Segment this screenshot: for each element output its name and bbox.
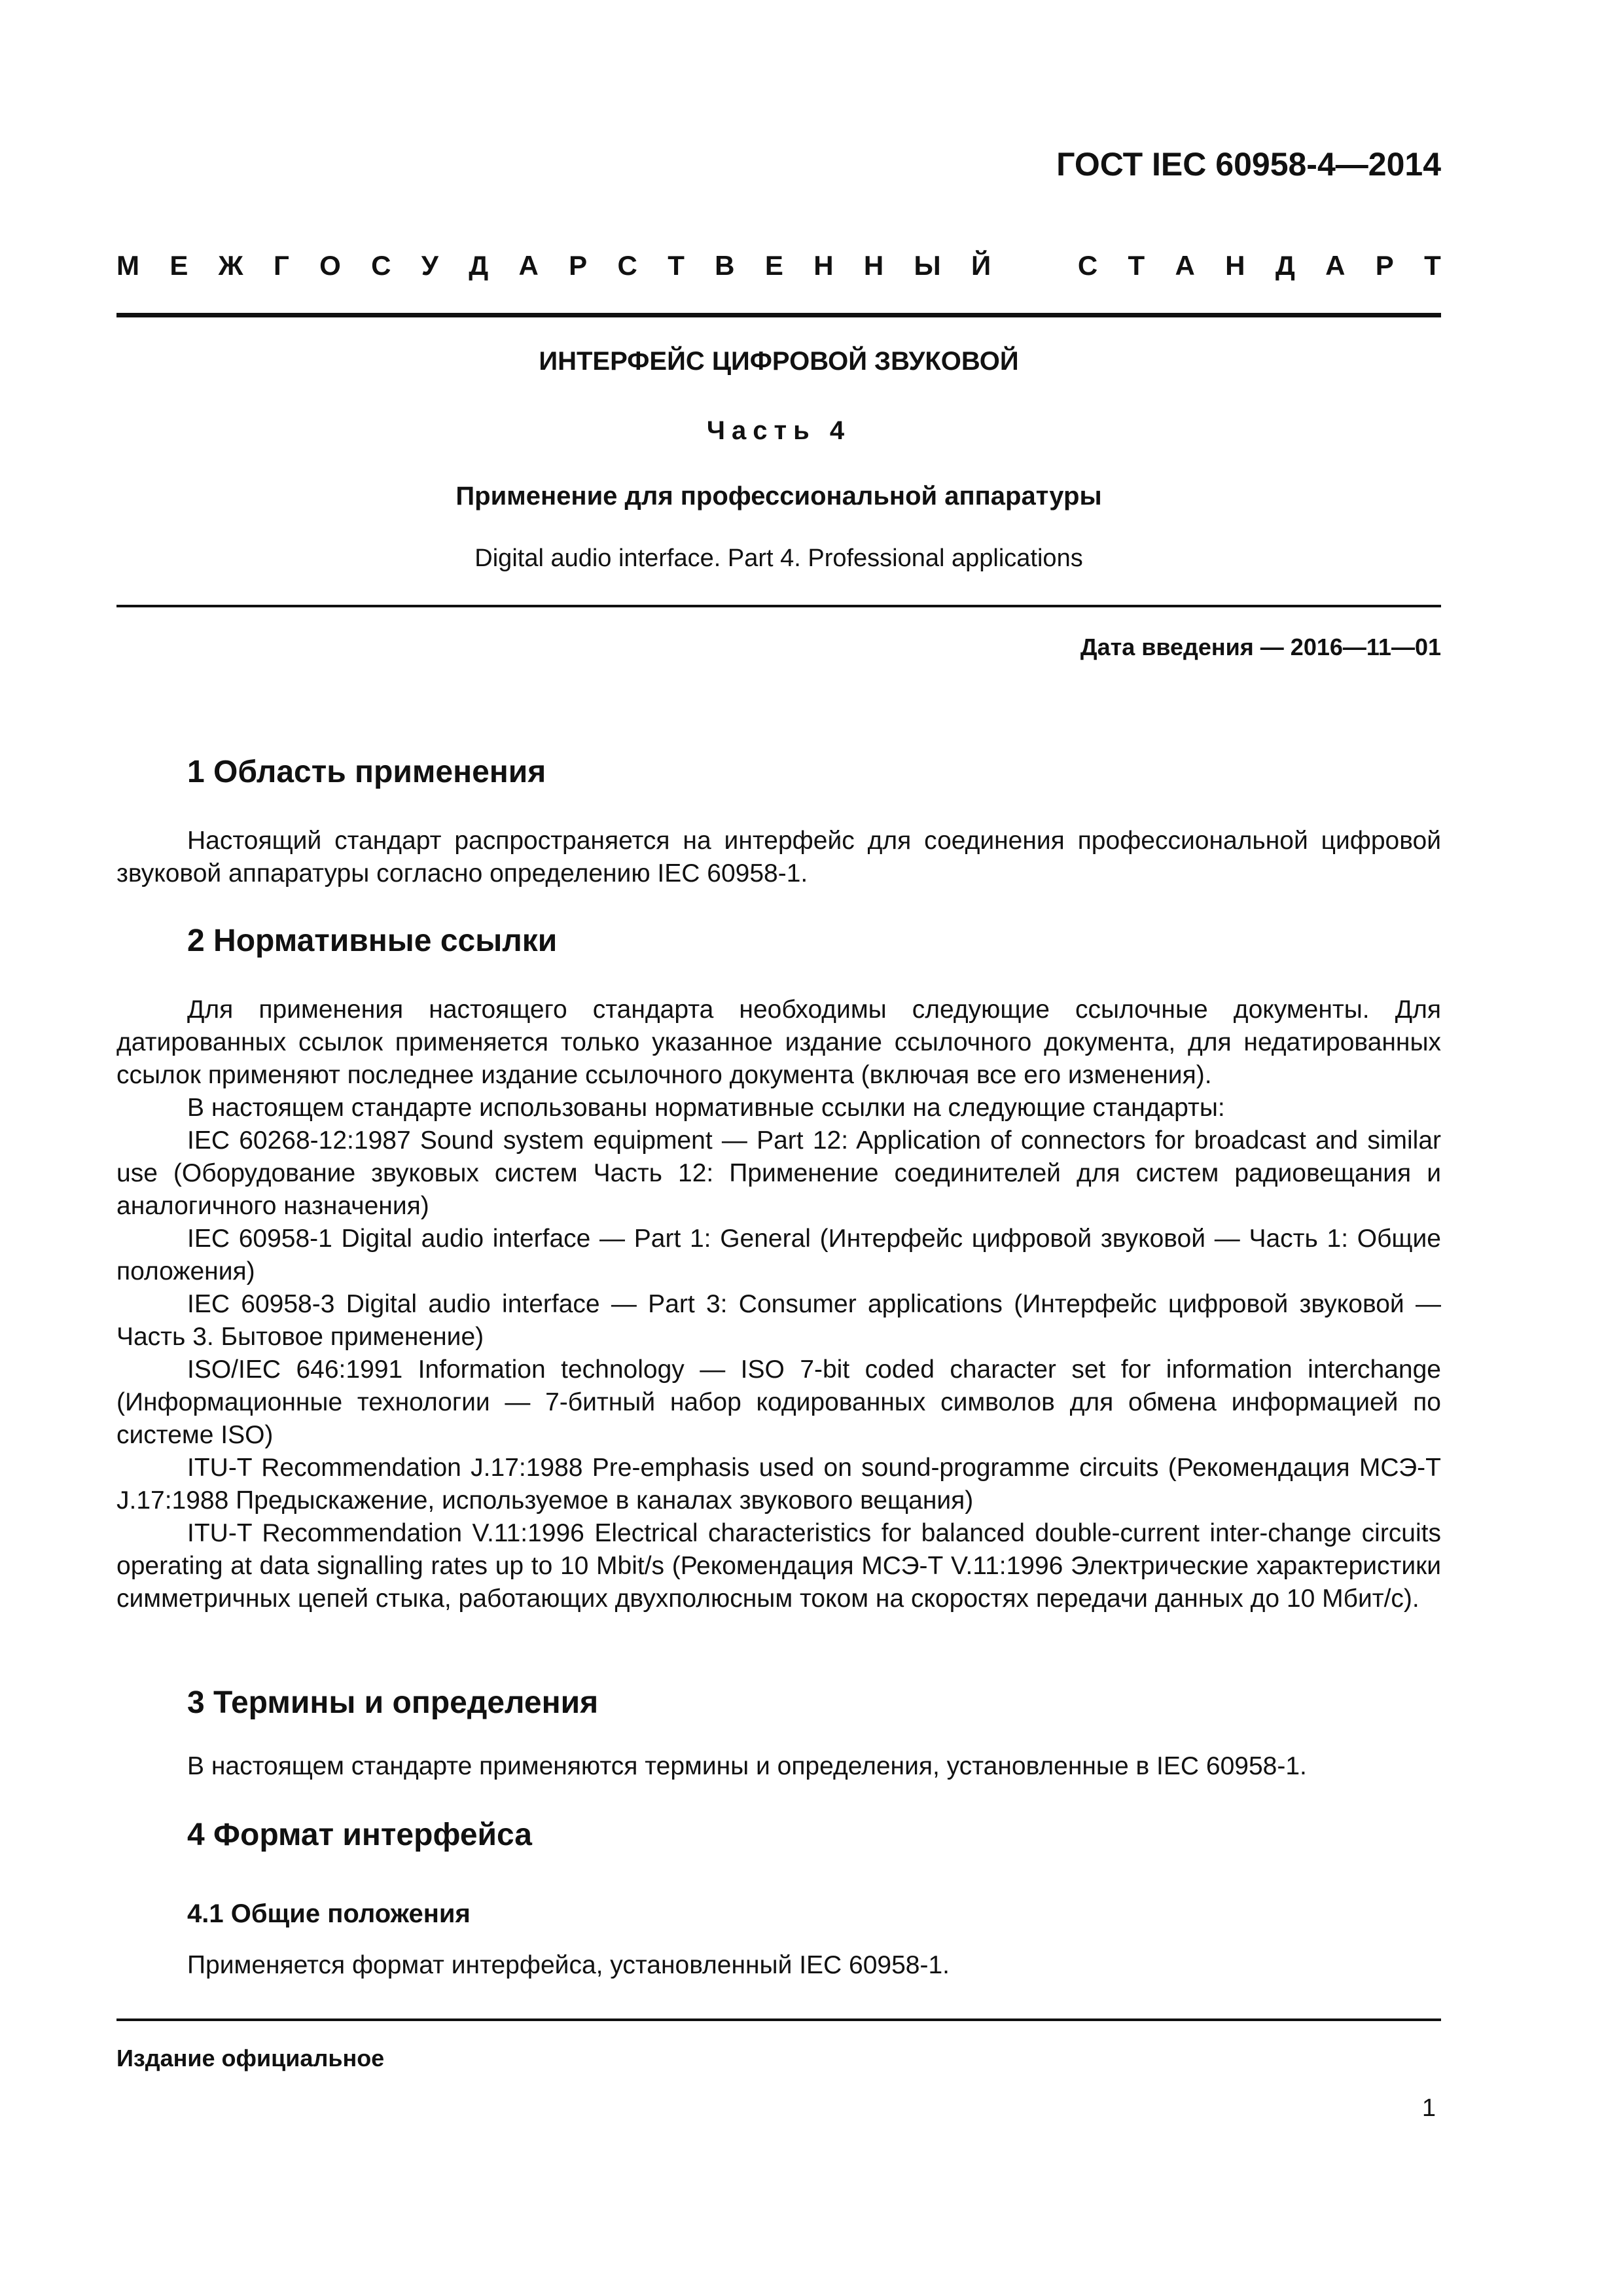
title-divider	[116, 605, 1441, 607]
footer-divider	[116, 2018, 1441, 2021]
standard-type-letter: О	[319, 250, 341, 281]
edition-label: Издание официальное	[116, 2045, 385, 2072]
standard-type-letter: А	[518, 250, 539, 281]
standard-type-letter: Н	[1225, 250, 1245, 281]
standard-type-letter: Г	[273, 250, 289, 281]
reference-item: IEC 60958-1 Digital audio interface — Part 1: General (Интерфейс цифровой звуковой — Часть 1: Общие положения)	[116, 1225, 1441, 1285]
section-4-heading: 4 Формат интерфейса	[187, 1818, 532, 1852]
reference-item: ITU-T Recommendation V.11:1996 Electrical characteristics for balanced double-current inter-change circuits operating at data signalling rates up to 10 Mbit/s (Рекомендация МСЭ-Т V.11:1996 Электрические характеристики симметричных цепей стыка, работающих двухполюсным током на скоростях передачи данных до 10 Мбит/с).	[116, 1519, 1441, 1613]
word-gap	[1022, 250, 1048, 281]
document-part: Часть 4	[706, 416, 851, 445]
standard-type-letter: Д	[1275, 250, 1295, 281]
standard-type-letter: Й	[971, 250, 991, 281]
standard-type-letter: М	[116, 250, 139, 281]
document-title-english: Digital audio interface. Part 4. Professional applications	[474, 545, 1083, 572]
standard-type-letter: Ж	[218, 250, 243, 281]
reference-item: ISO/IEC 646:1991 Information technology — ISO 7-bit coded character set for information interchange (Информационные технологии — 7-битный набор кодированных символов для обмена информацией по системе ISO)	[116, 1355, 1441, 1449]
standard-type-letter: В	[715, 250, 735, 281]
standard-type-letter: Н	[813, 250, 834, 281]
section-2-paragraph: Для применения настоящего стандарта необходимы следующие ссылочные документы. Для датированных ссылок применяется только указанное издание ссылочного документа, для недатированных ссылок применяют последнее издание ссылочного документа (включая все его изменения).	[116, 996, 1441, 1089]
header-divider	[116, 313, 1441, 317]
standard-type-letter: Т	[1424, 250, 1441, 281]
section-3-heading: 3 Термины и определения	[187, 1685, 599, 1720]
standard-type-letter: Р	[569, 250, 588, 281]
section-1-paragraph: Настоящий стандарт распространяется на интерфейс для соединения профессиональной цифровой звуковой аппаратуры согласно определению IEC 60958-1.	[116, 827, 1441, 888]
reference-item: ITU-T Recommendation J.17:1988 Pre-emphasis used on sound-programme circuits (Рекомендация МСЭ-Т J.17:1988 Предыскажение, используемое в каналах звукового вещания)	[116, 1454, 1441, 1515]
section-2-heading: 2 Нормативные ссылки	[187, 924, 558, 958]
section-1-heading: 1 Область применения	[187, 755, 546, 789]
document-subtitle: Применение для профессиональной аппаратуры	[455, 482, 1102, 511]
standard-type-letter: С	[617, 250, 637, 281]
document-title: ИНТЕРФЕЙС ЦИФРОВОЙ ЗВУКОВОЙ	[539, 347, 1019, 376]
standard-type-letter: Р	[1375, 250, 1394, 281]
standard-type-letter: Е	[169, 250, 188, 281]
introduction-date: Дата введения — 2016—11—01	[1080, 634, 1441, 660]
standard-type-letter: Т	[1128, 250, 1145, 281]
standard-type-letter: С	[371, 250, 391, 281]
standard-type-letter: С	[1077, 250, 1098, 281]
standard-type-letter: Д	[469, 250, 489, 281]
reference-item: IEC 60958-3 Digital audio interface — Part 3: Consumer applications (Интерфейс цифровой звуковой — Часть 3. Бытовое применение)	[116, 1290, 1441, 1351]
subsection-4-1-heading: 4.1 Общие положения	[187, 1899, 471, 1928]
standard-type-letter: Е	[764, 250, 783, 281]
section-2-paragraph: В настоящем стандарте использованы нормативные ссылки на следующие стандарты:	[187, 1094, 1225, 1122]
standard-type-letter: Н	[863, 250, 884, 281]
document-number: ГОСТ IEC 60958-4—2014	[1056, 146, 1441, 183]
reference-item: IEC 60268-12:1987 Sound system equipment — Part 12: Application of connectors for broadcast and similar use (Оборудование звуковых систем Часть 12: Применение соединителей для систем радиовещания и аналогичного назначения)	[116, 1126, 1441, 1220]
standard-type-heading	[116, 250, 1441, 281]
standard-type-letter: Т	[668, 250, 685, 281]
subsection-4-1-paragraph: Применяется формат интерфейса, установленный IEC 60958-1.	[187, 1951, 950, 1979]
standard-type-letter: А	[1175, 250, 1195, 281]
standard-type-letter: Ы	[914, 250, 941, 281]
standard-type-letter: А	[1325, 250, 1346, 281]
section-3-paragraph: В настоящем стандарте применяются термины и определения, установленные в IEC 60958-1.	[187, 1752, 1307, 1780]
page-number: 1	[1421, 2094, 1436, 2122]
standard-type-letter: У	[421, 250, 438, 281]
